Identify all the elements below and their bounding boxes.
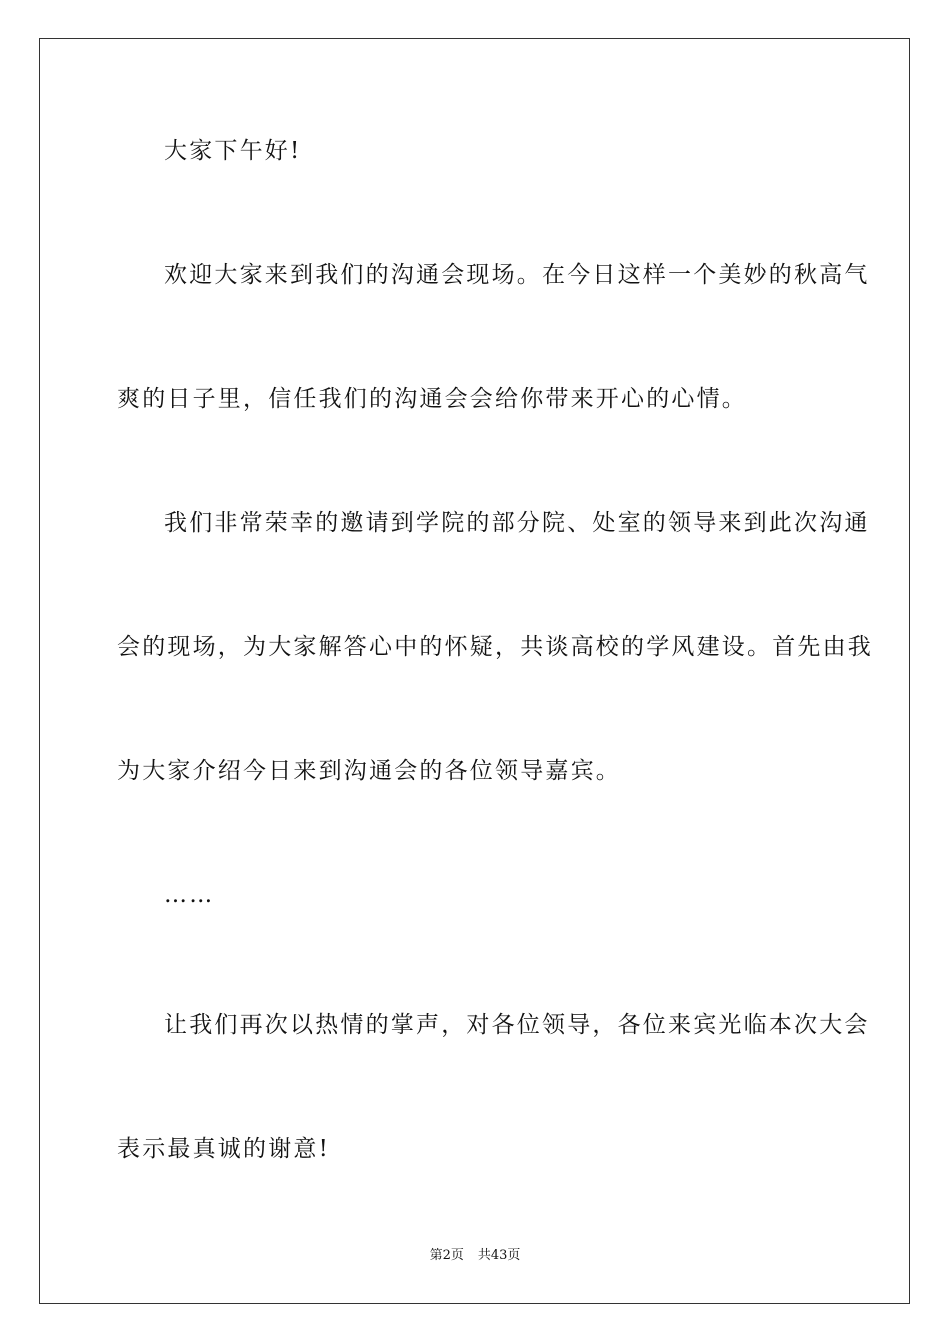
paragraph-line: 为大家介绍今日来到沟通会的各位领导嘉宾。 <box>117 758 621 784</box>
paragraph-line: 让我们再次以热情的掌声，对各位领导，各位来宾光临本次大会 <box>164 1012 870 1038</box>
paragraph-line: 会的现场，为大家解答心中的怀疑，共谈高校的学风建设。首先由我 <box>117 634 873 660</box>
paragraph-line: 表示最真诚的谢意! <box>117 1136 331 1162</box>
page-number: 第2页 <box>429 1248 464 1263</box>
greeting-line: 大家下午好! <box>164 138 302 164</box>
paragraph-line: 欢迎大家来到我们的沟通会现场。在今日这样一个美妙的秋高气 <box>164 262 870 288</box>
page-total: 共43页 <box>477 1248 521 1263</box>
paragraph-line: 我们非常荣幸的邀请到学院的部分院、处室的领导来到此次沟通 <box>164 510 870 536</box>
page-border <box>39 38 910 1304</box>
ellipsis-line: …… <box>164 882 215 908</box>
page-footer <box>0 1247 950 1265</box>
paragraph-line: 爽的日子里，信任我们的沟通会会给你带来开心的心情。 <box>117 386 747 412</box>
